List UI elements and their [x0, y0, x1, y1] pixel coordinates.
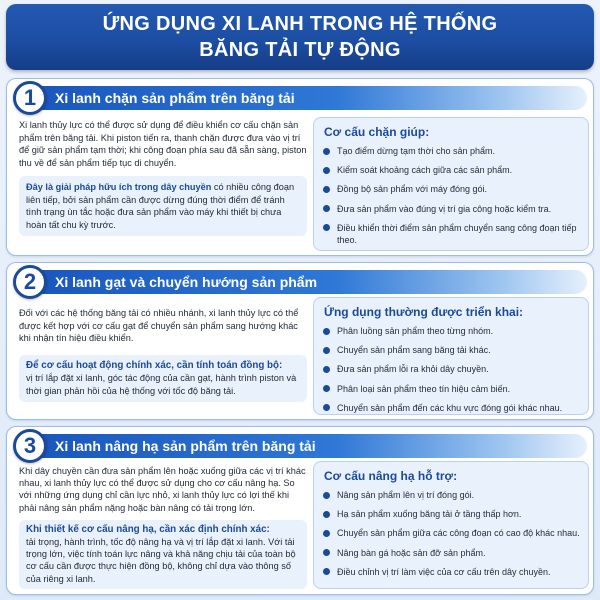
- list-panel-title: Cơ cấu chặn giúp:: [324, 125, 430, 139]
- list-item: [320, 222, 582, 247]
- bullet-dot-icon: [323, 568, 330, 575]
- section-card-2: [6, 262, 594, 420]
- bullet-dot-icon: [323, 549, 330, 556]
- note-highlight: Khi thiết kế cơ cấu nâng hạ, cần xác định chính xác:: [26, 523, 270, 535]
- list-item: [320, 164, 582, 176]
- list-item-text: Chuyển sản phẩm sang băng tải khác.: [337, 345, 491, 356]
- list-item: [320, 489, 582, 501]
- bullet-dot-icon: [323, 347, 330, 354]
- note-text: có nhiều công đoạn liên tiếp, bởi sản phẩm cần được dừng đúng thời điểm để tránh tình trạng ùn tắc hoặc đưa sản phẩm vào máy khi thiết bị chưa hoàn tất chu kỳ trước.: [26, 182, 295, 230]
- list-item-text: Phân loại sản phẩm theo tín hiệu cảm biến.: [337, 383, 511, 394]
- section-description: [19, 119, 307, 236]
- bullet-dot-icon: [323, 205, 330, 212]
- list-item-text: Kiểm soát khoảng cách giữa các sản phẩm.: [337, 165, 513, 176]
- note-highlight: Để cơ cấu hoạt động chính xác, cần tính toán đồng bộ:: [26, 359, 283, 371]
- list-item-text: Đưa sản phẩm vào đúng vị trí gia công hoặc kiểm tra.: [337, 203, 552, 214]
- list-item-text: Chuyển sản phẩm đến các khu vực đóng gói khác nhau.: [337, 402, 563, 413]
- section-description: [19, 307, 307, 402]
- section-list-panel: [313, 117, 589, 251]
- bullet-dot-icon: [323, 224, 330, 231]
- list-item: [320, 402, 582, 414]
- bullet-list: [320, 489, 582, 578]
- header-title-line-1: ỨNG DỤNG XI LANH TRONG HỆ THỐNG: [102, 13, 498, 35]
- bullet-dot-icon: [323, 167, 330, 174]
- list-item: [320, 508, 582, 520]
- list-item-text: Điều chỉnh vị trí làm việc của cơ cấu trên dây chuyền.: [337, 566, 551, 577]
- list-item: [320, 383, 582, 395]
- bullet-dot-icon: [323, 530, 330, 537]
- page-header: [6, 4, 594, 70]
- section-title: Xi lanh gạt và chuyển hướng sản phẩm: [31, 270, 587, 294]
- bullet-dot-icon: [323, 186, 330, 193]
- bullet-dot-icon: [323, 511, 330, 518]
- section-title: Xi lanh nâng hạ sản phẩm trên băng tải: [31, 434, 587, 458]
- list-item: [320, 325, 582, 337]
- list-panel-title: Ứng dụng thường được triển khai:: [324, 305, 524, 319]
- note-text: vị trí lắp đặt xi lanh, góc tác động của cần gạt, hành trình piston và thời gian phản hồi của hệ thống với tốc độ băng tải.: [26, 373, 297, 396]
- list-item-text: Hạ sản phẩm xuống băng tải ở tầng thấp hơn.: [337, 509, 522, 520]
- list-item-text: Đưa sản phẩm lỗi ra khỏi dây chuyền.: [337, 364, 489, 375]
- list-item-text: Điều khiển thời điểm sản phẩm chuyển sang công đoạn tiếp theo.: [337, 222, 577, 246]
- section-title: Xi lanh chặn sản phẩm trên băng tải: [31, 86, 587, 110]
- bullet-dot-icon: [323, 492, 330, 499]
- section-intro-text: Khi dây chuyền cần đưa sản phẩm lên hoặc xuống giữa các vị trí khác nhau, xi lanh thủy lực có thể được sử dụng cho cơ cấu nâng hạ. So với những ứng dụng chỉ cần lực nhỏ, xi lanh thủy lực có lợi thế khi phải nâng sản phẩm nặng hoặc bàn nâng có tải trọng lớn.: [19, 466, 306, 513]
- bullet-dot-icon: [323, 148, 330, 155]
- header-title-line-2: BĂNG TẢI TỰ ĐỘNG: [199, 39, 401, 61]
- list-item: [320, 145, 582, 157]
- list-item-text: Nâng bàn gá hoặc sản đỡ sản phẩm.: [337, 547, 486, 558]
- note-highlight: Đây là giải pháp hữu ích trong dây chuyền: [26, 182, 212, 193]
- list-item-text: Đồng bộ sản phẩm với máy đóng gói.: [337, 184, 487, 195]
- bullet-dot-icon: [323, 404, 330, 411]
- list-item: [320, 183, 582, 195]
- section-list-panel: [313, 297, 589, 415]
- list-item: [320, 203, 582, 215]
- list-item: [320, 527, 582, 539]
- list-item-text: Chuyển sản phẩm giữa các công đoạn có cao độ khác nhau.: [337, 528, 580, 539]
- list-item-text: Tạo điểm dừng tạm thời cho sản phẩm.: [337, 146, 496, 156]
- list-item-text: Nâng sản phẩm lên vị trí đóng gói.: [337, 490, 475, 500]
- bullet-list: [320, 325, 582, 414]
- list-item: [320, 363, 582, 375]
- list-item: [320, 547, 582, 559]
- list-item: [320, 566, 582, 578]
- section-intro-text: Xi lanh thủy lực có thể được sử dụng để điều khiển cơ cấu chặn sản phẩm trên băng tải. Khi piston tiến ra, thanh chặn được đưa vào vị trí để giữ sản phẩm tạm thời; khi công đoạn phía sau đã sẵn sàng, piston thu về để sản phẩm tiếp tục di chuyển.: [19, 120, 307, 168]
- section-list-panel: [313, 461, 589, 589]
- bullet-dot-icon: [323, 328, 330, 335]
- bullet-dot-icon: [323, 366, 330, 373]
- section-description: [19, 465, 307, 589]
- note-text: tải trọng, hành trình, tốc độ nâng hạ và vị trí lắp đặt xi lanh. Với tải trọng lớn, việc tính toán lực nâng và khả năng chịu tải của toàn bộ cơ cấu cần được thực hiện đồng bộ, không chỉ dựa vào thông số của riêng xi lanh.: [26, 537, 296, 584]
- bullet-dot-icon: [323, 385, 330, 392]
- section-number-badge: 1: [13, 81, 47, 115]
- section-note-box: [19, 520, 307, 589]
- list-panel-title: Cơ cấu nâng hạ hỗ trợ:: [324, 469, 458, 483]
- section-note-box: [19, 176, 307, 236]
- section-number-badge: 2: [13, 265, 47, 299]
- section-number-badge: 3: [13, 429, 47, 463]
- list-item-text: Phân luồng sản phẩm theo từng nhóm.: [337, 326, 494, 336]
- section-intro-text: Đối với các hệ thống băng tải có nhiều nhánh, xi lanh thủy lực có thể được kết hợp với cơ cấu gạt để chuyển sản phẩm sang hướng khác khi nhận tín hiệu điều khiển.: [19, 308, 299, 344]
- bullet-list: [320, 145, 582, 247]
- section-card-1: [6, 78, 594, 256]
- list-item: [320, 344, 582, 356]
- section-note-box: [19, 355, 307, 403]
- section-card-3: [6, 426, 594, 595]
